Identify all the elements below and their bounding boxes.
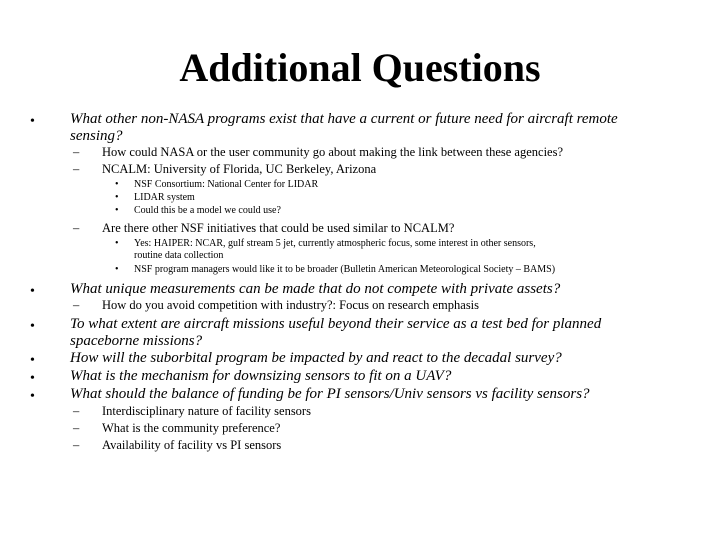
question-1-sub-1: How could NASA or the user community go about making the link between these agencies? bbox=[102, 145, 564, 159]
dot-q1-sub2-item1: • bbox=[115, 179, 119, 190]
question-4: How will the suborbital program be impacted by and react to the decadal survey? bbox=[70, 350, 562, 366]
question-1-line-1: What other non-NASA programs exist that have a current or future need for aircraft remote bbox=[70, 111, 618, 127]
question-6: What should the balance of funding be for PI sensors/Univ sensors vs facility sensors? bbox=[70, 386, 590, 402]
question-3-line-2: spaceborne missions? bbox=[70, 333, 203, 349]
dash-q6-sub2: – bbox=[73, 421, 80, 435]
question-6-sub-2: What is the community preference? bbox=[102, 421, 281, 435]
question-1-sub-2: NCALM: University of Florida, UC Berkeley, Arizona bbox=[102, 162, 377, 176]
dash-q2-sub1: – bbox=[73, 298, 80, 312]
bullet-q6: • bbox=[30, 389, 35, 404]
slide-title: Additional Questions bbox=[179, 45, 541, 90]
question-1-sub-2-item-1: NSF Consortium: National Center for LIDAR bbox=[134, 179, 319, 190]
question-2: What unique measurements can be made that do not compete with private assets? bbox=[70, 281, 561, 297]
dot-q1-sub2-item3: • bbox=[115, 205, 119, 216]
question-6-sub-1: Interdisciplinary nature of facility sensors bbox=[102, 404, 311, 418]
question-1-sub-2-item-3: Could this be a model we could use? bbox=[134, 205, 281, 216]
question-3-line-1: To what extent are aircraft missions useful beyond their service as a test bed for planned bbox=[70, 316, 602, 332]
bullet-q4: • bbox=[30, 353, 35, 368]
bullet-q5: • bbox=[30, 371, 35, 386]
dot-q1-sub3-item2: • bbox=[115, 264, 119, 275]
question-2-sub-1: How do you avoid competition with industry?: Focus on research emphasis bbox=[102, 298, 480, 312]
dash-q1-sub3: – bbox=[73, 221, 80, 235]
bullet-q1: • bbox=[30, 114, 35, 129]
dash-q6-sub3: – bbox=[73, 438, 80, 452]
question-5: What is the mechanism for downsizing sensors to fit on a UAV? bbox=[70, 368, 452, 384]
dot-q1-sub2-item2: • bbox=[115, 192, 119, 203]
dash-q1-sub1: – bbox=[73, 145, 80, 159]
dot-q1-sub3-item1: • bbox=[115, 238, 119, 249]
dash-q1-sub2: – bbox=[73, 162, 80, 176]
question-1-sub-3-item-1-line-1: Yes: HAIPER: NCAR, gulf stream 5 jet, currently atmospheric focus, some interest in other sensors, bbox=[134, 238, 536, 249]
question-1-sub-3-item-1-line-2: routine data collection bbox=[134, 250, 224, 261]
question-1-sub-2-item-2: LIDAR system bbox=[134, 192, 195, 203]
question-6-sub-3: Availability of facility vs PI sensors bbox=[102, 438, 282, 452]
question-1-line-2: sensing? bbox=[70, 128, 123, 144]
bullet-q3: • bbox=[30, 319, 35, 334]
question-1-sub-3: Are there other NSF initiatives that could be used similar to NCALM? bbox=[102, 221, 455, 235]
bullet-q2: • bbox=[30, 284, 35, 299]
question-1-sub-3-item-2: NSF program managers would like it to be broader (Bulletin American Meteorological Society – BAMS) bbox=[134, 264, 556, 275]
dash-q6-sub1: – bbox=[73, 404, 80, 418]
